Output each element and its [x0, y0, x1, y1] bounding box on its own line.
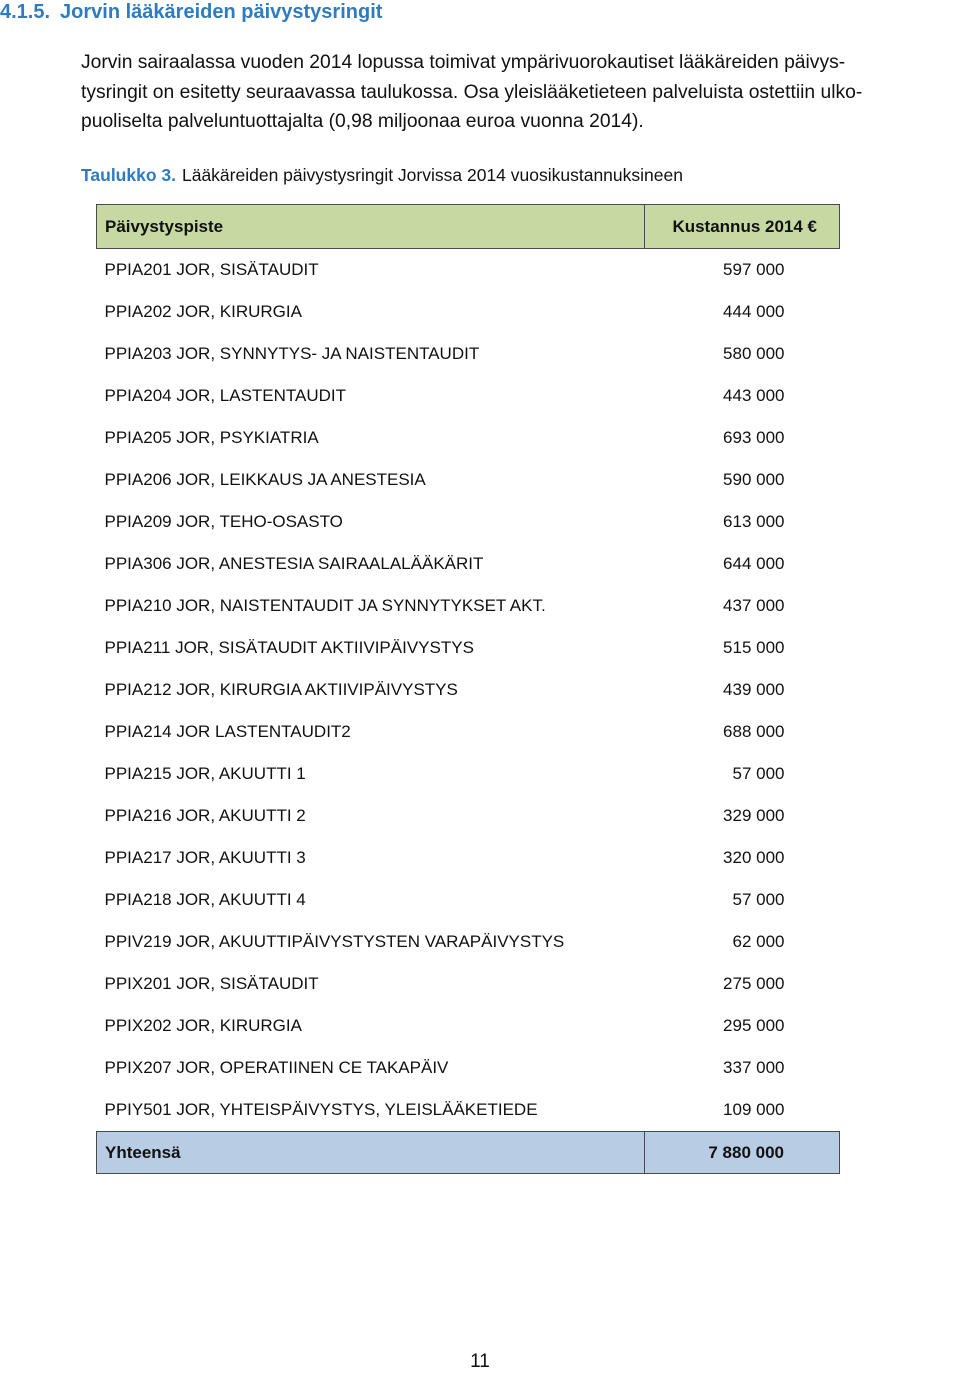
row-cost: 275 000	[723, 974, 785, 993]
table-row	[97, 585, 840, 627]
table-row	[97, 1005, 840, 1047]
table-row	[97, 333, 840, 375]
caption-label: Taulukko 3.	[81, 165, 176, 185]
row-cost: 62 000	[732, 932, 785, 951]
table-row	[97, 375, 840, 417]
table-row	[97, 501, 840, 543]
row-name: PPIA215 JOR, AKUUTTI 1	[104, 764, 306, 783]
header-cost: Kustannus 2014 €	[645, 205, 840, 249]
row-name: PPIX201 JOR, SISÄTAUDIT	[104, 974, 319, 993]
row-cost: 644 000	[723, 554, 785, 573]
table-row	[97, 459, 840, 501]
row-name: PPIA211 JOR, SISÄTAUDIT AKTIIVIPÄIVYSTYS	[104, 638, 474, 657]
row-name: PPIA206 JOR, LEIKKAUS JA ANESTESIA	[104, 470, 426, 489]
row-name: PPIX202 JOR, KIRURGIA	[104, 1016, 302, 1035]
intro-paragraph	[81, 48, 958, 137]
row-name: PPIA214 JOR LASTENTAUDIT2	[104, 722, 351, 741]
table-row	[97, 291, 840, 333]
cost-table	[96, 204, 840, 1174]
row-cost: 590 000	[723, 470, 785, 489]
row-name: PPIA202 JOR, KIRURGIA	[104, 302, 302, 321]
table-row	[97, 543, 840, 585]
row-name: PPIX207 JOR, OPERATIINEN CE TAKAPÄIV	[104, 1058, 449, 1077]
row-name: PPIA203 JOR, SYNNYTYS- JA NAISTENTAUDIT	[104, 344, 480, 363]
paragraph-line: Jorvin sairaalassa vuoden 2014 lopussa toimivat ympärivuorokautiset lääkäreiden päivys-	[81, 52, 846, 73]
table-header-row	[97, 205, 840, 249]
table-total-row	[97, 1132, 840, 1174]
table-row	[97, 837, 840, 879]
row-cost: 444 000	[723, 302, 785, 321]
section-heading	[0, 0, 382, 24]
table-row	[97, 795, 840, 837]
row-name: PPIA201 JOR, SISÄTAUDIT	[104, 260, 319, 279]
table-body	[97, 249, 840, 1132]
header-name: Päivystyspiste	[97, 205, 645, 249]
row-name: PPIA209 JOR, TEHO-OSASTO	[104, 512, 343, 531]
row-name: PPIY501 JOR, YHTEISPÄIVYSTYS, YLEISLÄÄKETIEDE	[104, 1100, 538, 1119]
row-cost: 109 000	[723, 1100, 785, 1119]
table-row	[97, 1047, 840, 1089]
row-name: PPIA217 JOR, AKUUTTI 3	[104, 848, 306, 867]
row-cost: 439 000	[723, 680, 785, 699]
row-cost: 337 000	[723, 1058, 785, 1077]
row-cost: 320 000	[723, 848, 785, 867]
paragraph-line: puoliselta palveluntuottajalta (0,98 miljoonaa euroa vuonna 2014).	[81, 111, 644, 132]
row-cost: 688 000	[723, 722, 785, 741]
row-name: PPIV219 JOR, AKUUTTIPÄIVYSTYSTEN VARAPÄIVYSTYS	[104, 932, 565, 951]
row-name: PPIA218 JOR, AKUUTTI 4	[104, 890, 306, 909]
row-cost: 613 000	[723, 512, 785, 531]
row-cost: 295 000	[723, 1016, 785, 1035]
table-row	[97, 711, 840, 753]
row-name: PPIA205 JOR, PSYKIATRIA	[104, 428, 319, 447]
table-row	[97, 963, 840, 1005]
row-cost: 437 000	[723, 596, 785, 615]
row-cost: 57 000	[732, 764, 785, 783]
row-cost: 693 000	[723, 428, 785, 447]
caption-text: Lääkäreiden päivystysringit Jorvissa 2014 vuosikustannuksineen	[181, 165, 683, 185]
section-title: Jorvin lääkäreiden päivystysringit	[60, 1, 383, 23]
table-caption	[81, 163, 683, 187]
table-row	[97, 417, 840, 459]
table-row	[97, 669, 840, 711]
table-row	[97, 921, 840, 963]
table-row	[97, 249, 840, 292]
row-cost: 329 000	[723, 806, 785, 825]
row-cost: 580 000	[723, 344, 785, 363]
table-row	[97, 753, 840, 795]
table-row	[97, 1089, 840, 1132]
total-cost: 7 880 000	[645, 1132, 840, 1174]
row-cost: 443 000	[723, 386, 785, 405]
row-name: PPIA210 JOR, NAISTENTAUDIT JA SYNNYTYKSET AKT.	[104, 596, 546, 615]
paragraph-line: tysringit on esitetty seuraavassa taulukossa. Osa yleislääketieteen palveluista ostettiin ulko-	[81, 81, 863, 103]
total-label: Yhteensä	[97, 1132, 645, 1174]
row-name: PPIA212 JOR, KIRURGIA AKTIIVIPÄIVYSTYS	[104, 680, 458, 699]
table-row	[97, 627, 840, 669]
table-row	[97, 879, 840, 921]
row-cost: 597 000	[723, 260, 785, 279]
row-cost: 515 000	[723, 638, 785, 657]
row-name: PPIA216 JOR, AKUUTTI 2	[104, 806, 306, 825]
page-number: 11	[470, 1351, 490, 1372]
row-name: PPIA204 JOR, LASTENTAUDIT	[104, 386, 347, 405]
row-cost: 57 000	[732, 890, 785, 909]
section-number: 4.1.5.	[0, 1, 51, 23]
row-name: PPIA306 JOR, ANESTESIA SAIRAALALÄÄKÄRIT	[104, 554, 484, 573]
